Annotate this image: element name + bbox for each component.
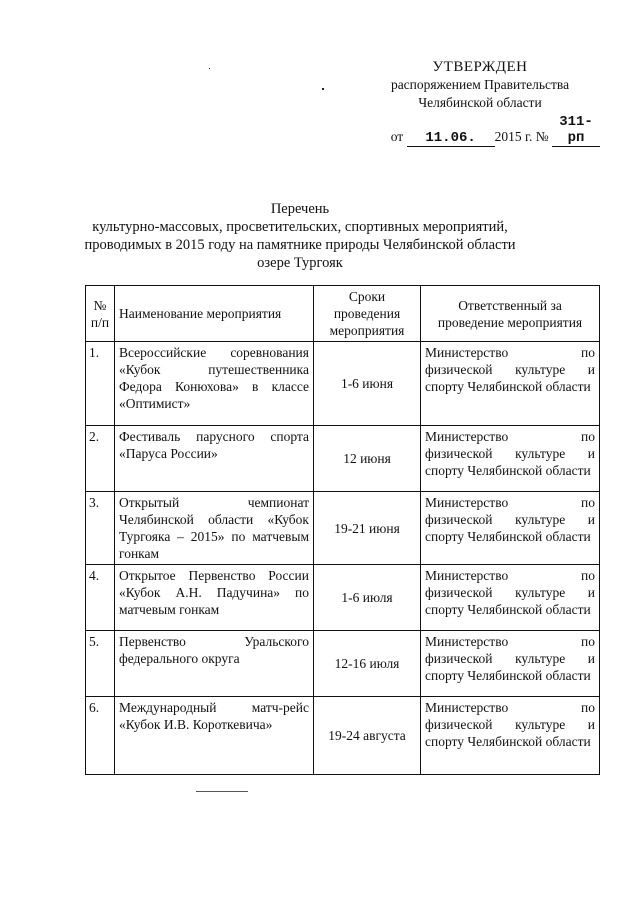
row-name: Фестиваль парусного спорта «Паруса России»: [115, 426, 314, 492]
row-date: 19-21 июня: [314, 492, 421, 565]
approval-block: [360, 58, 600, 147]
header-date: Сроки проведения мероприятия: [314, 286, 421, 342]
title-line-3: проводимых в 2015 году на памятнике природы Челябинской области: [84, 237, 516, 253]
row-date: 12-16 июля: [314, 631, 421, 697]
row-date: 1-6 июня: [314, 342, 421, 426]
table-row: [86, 565, 600, 631]
events-table: [85, 285, 600, 775]
row-name: Первенство Уральского федерального округа: [115, 631, 314, 697]
table-header-row: [86, 286, 600, 342]
title-line-4: озере Тургояк: [257, 255, 343, 271]
scan-mark: [196, 791, 248, 792]
row-num: 4.: [86, 565, 115, 631]
row-resp: Министерство по физической культуре и спорту Челябинской области: [421, 631, 600, 697]
row-date: 1-6 июля: [314, 565, 421, 631]
row-name: Международный матч-рейс «Кубок И.В. Короткевича»: [115, 697, 314, 775]
header-resp: Ответственный за проведение мероприятия: [421, 286, 600, 342]
table-row: [86, 697, 600, 775]
row-date: 12 июня: [314, 426, 421, 492]
row-name: Открытый чемпионат Челябинской области «Кубок Тургояка – 2015» по матчевым гонкам: [115, 492, 314, 565]
row-resp: Министерство по физической культуре и спорту Челябинской области: [421, 426, 600, 492]
row-resp: Министерство по физической культуре и спорту Челябинской области: [421, 565, 600, 631]
row-name: Открытое Первенство России «Кубок А.Н. Падучина» по матчевым гонкам: [115, 565, 314, 631]
row-num: 6.: [86, 697, 115, 775]
date-prefix: от: [390, 129, 404, 144]
table-row: [86, 492, 600, 565]
table-row: [86, 342, 600, 426]
approval-line-1: распоряжением Правительства: [390, 77, 570, 92]
row-resp: Министерство по физической культуре и спорту Челябинской области: [421, 342, 600, 426]
approval-number: 311-рп: [552, 114, 600, 147]
approval-line-2: Челябинской области: [418, 95, 542, 110]
row-num: 2.: [86, 426, 115, 492]
title-line-2: культурно-массовых, просветительских, спортивных мероприятий,: [92, 219, 508, 235]
header-num: № п/п: [86, 286, 115, 342]
scan-dot: [322, 88, 324, 90]
row-name: Всероссийские соревнования «Кубок путешественника Федора Конюхова» в классе «Оптимист»: [115, 342, 314, 426]
date-suffix: 2015 г. №: [494, 129, 549, 144]
scan-dot: [209, 68, 210, 69]
table-row: [86, 426, 600, 492]
row-num: 5.: [86, 631, 115, 697]
row-num: 1.: [86, 342, 115, 426]
title-line-1: Перечень: [270, 201, 330, 217]
row-num: 3.: [86, 492, 115, 565]
row-resp: Министерство по физической культуре и спорту Челябинской области: [421, 697, 600, 775]
approval-date-line: [360, 114, 600, 147]
header-name: Наименование мероприятия: [115, 286, 314, 342]
approval-date: 11.06.: [407, 130, 495, 147]
row-date: 19-24 августа: [314, 697, 421, 775]
table-row: [86, 631, 600, 697]
approval-title: УТВЕРЖДЕН: [432, 59, 528, 75]
document-title: [80, 200, 520, 272]
row-resp: Министерство по физической культуре и спорту Челябинской области: [421, 492, 600, 565]
